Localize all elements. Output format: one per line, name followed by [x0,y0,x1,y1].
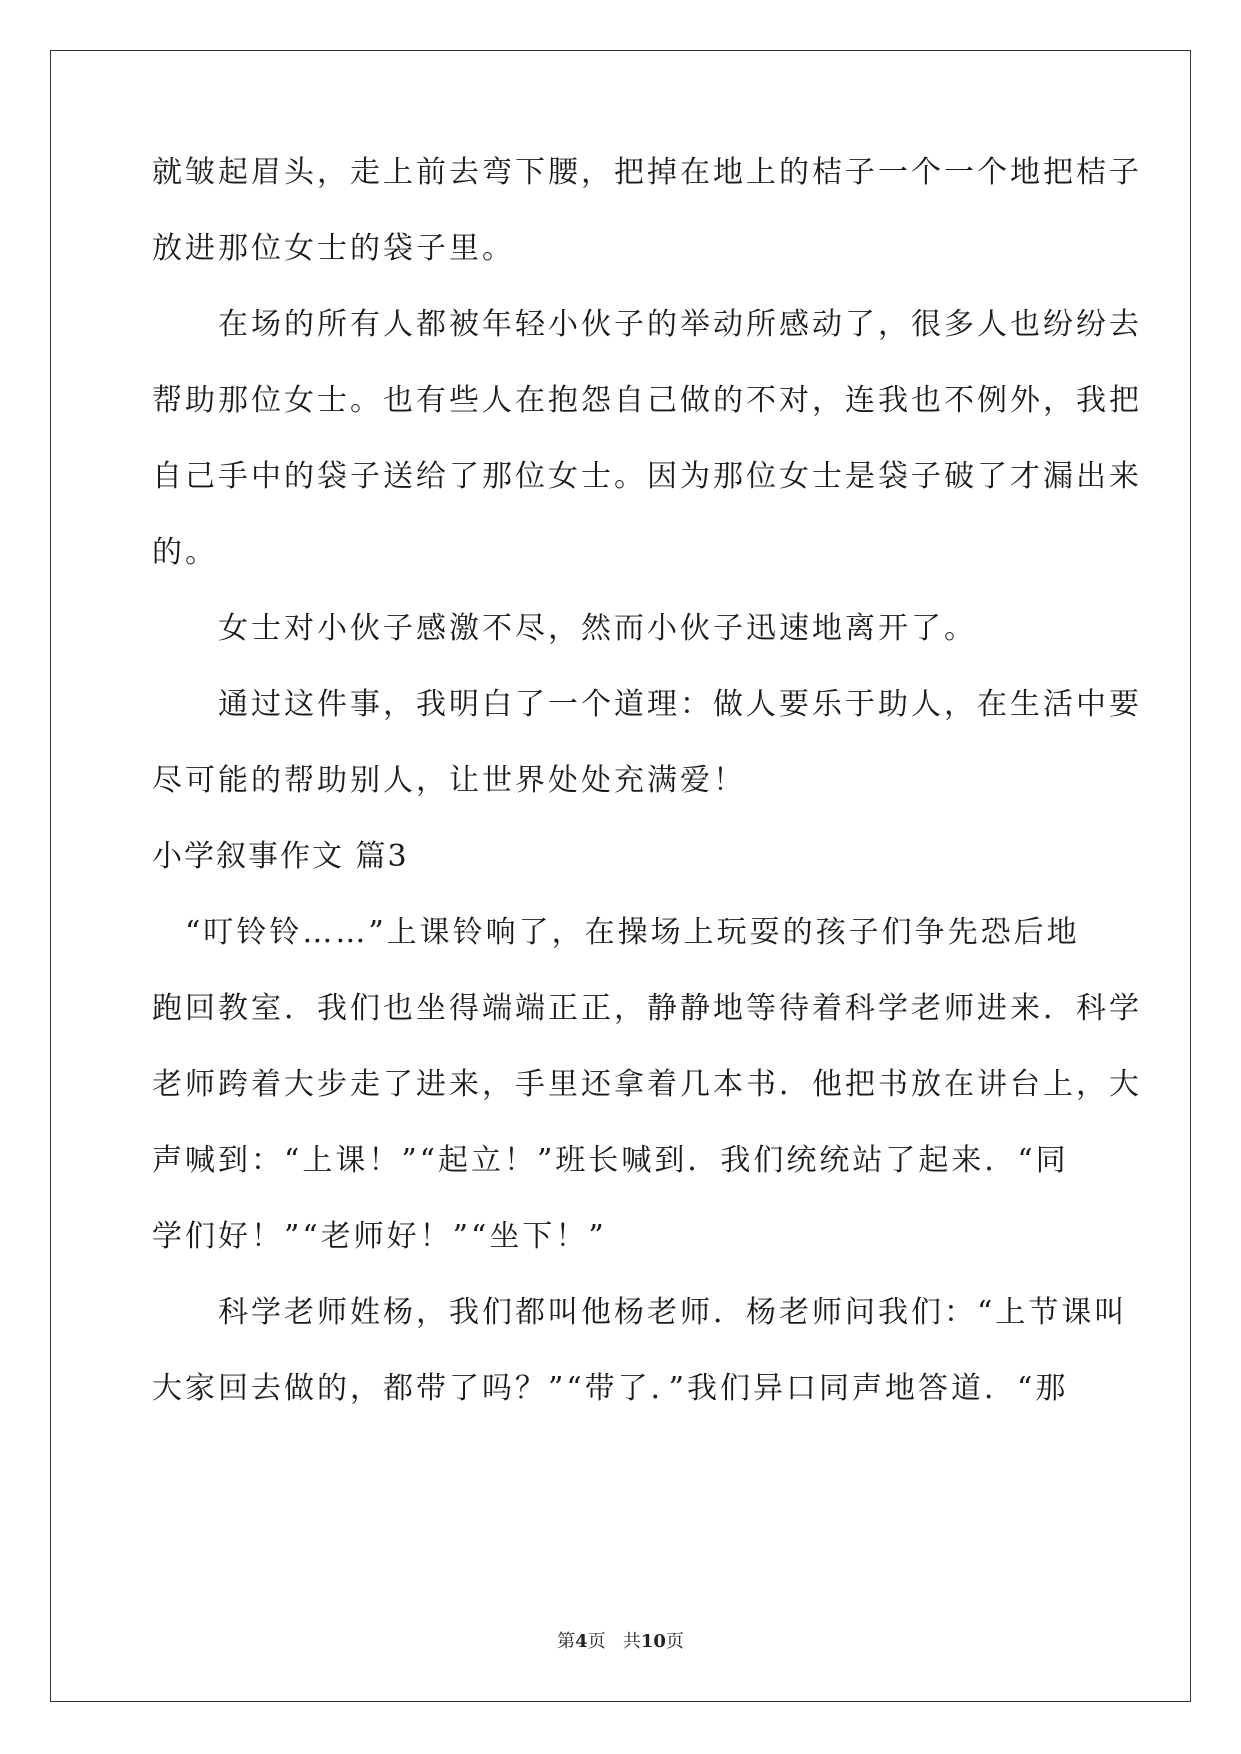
text-line: 就皱起眉头，走上前去弯下腰，把掉在地上的桔子一个一个地把桔子 [152,155,1142,190]
text-line: 帮助那位女士。也有些人在抱怨自己做的不对，连我也不例外，我把 [152,383,1142,418]
text-line: 声喊到：“上课！”“起立！”班长喊到．我们统统站了起来．“同 [152,1143,1069,1178]
page-footer [0,1627,1241,1653]
text-line: 的。 [152,535,218,570]
section-heading: 小学叙事作文 篇3 [152,839,409,874]
text-line: 跑回教室．我们也坐得端端正正，静静地等待着科学老师进来．科学 [152,991,1142,1026]
text-line: 自己手中的袋子送给了那位女士。因为那位女士是袋子破了才漏出来 [152,459,1142,494]
text-line: 科学老师姓杨，我们都叫他杨老师．杨老师问我们：“上节课叫 [152,1295,1128,1330]
text-line: 女士对小伙子感激不尽，然而小伙子迅速地离开了。 [152,611,977,646]
text-line: 放进那位女士的袋子里。 [152,231,515,266]
current-page-number: 4 [575,1631,588,1652]
total-pages-number: 10 [640,1631,666,1652]
footer-total-suffix: 页 [665,1631,684,1652]
footer-total-prefix: 共 [622,1631,641,1652]
text-line: 学们好！”“老师好！”“坐下！” [152,1219,607,1254]
footer-page-suffix: 页 [587,1631,606,1652]
document-body [152,135,1142,1427]
text-line: 通过这件事，我明白了一个道理：做人要乐于助人，在生活中要 [152,687,1142,722]
footer-prefix: 第 [557,1631,576,1652]
text-line: 尽可能的帮助别人，让世界处处充满爱！ [152,763,746,798]
text-line: 老师跨着大步走了进来，手里还拿着几本书．他把书放在讲台上，大 [152,1067,1142,1102]
text-line: 大家回去做的，都带了吗？”“带了．”我们异口同声地答道．“那 [152,1371,1069,1406]
text-line: 在场的所有人都被年轻小伙子的举动所感动了，很多人也纷纷去 [152,307,1142,342]
text-line: “叮铃铃……”上课铃响了，在操场上玩耍的孩子们争先恐后地 [152,915,1080,950]
